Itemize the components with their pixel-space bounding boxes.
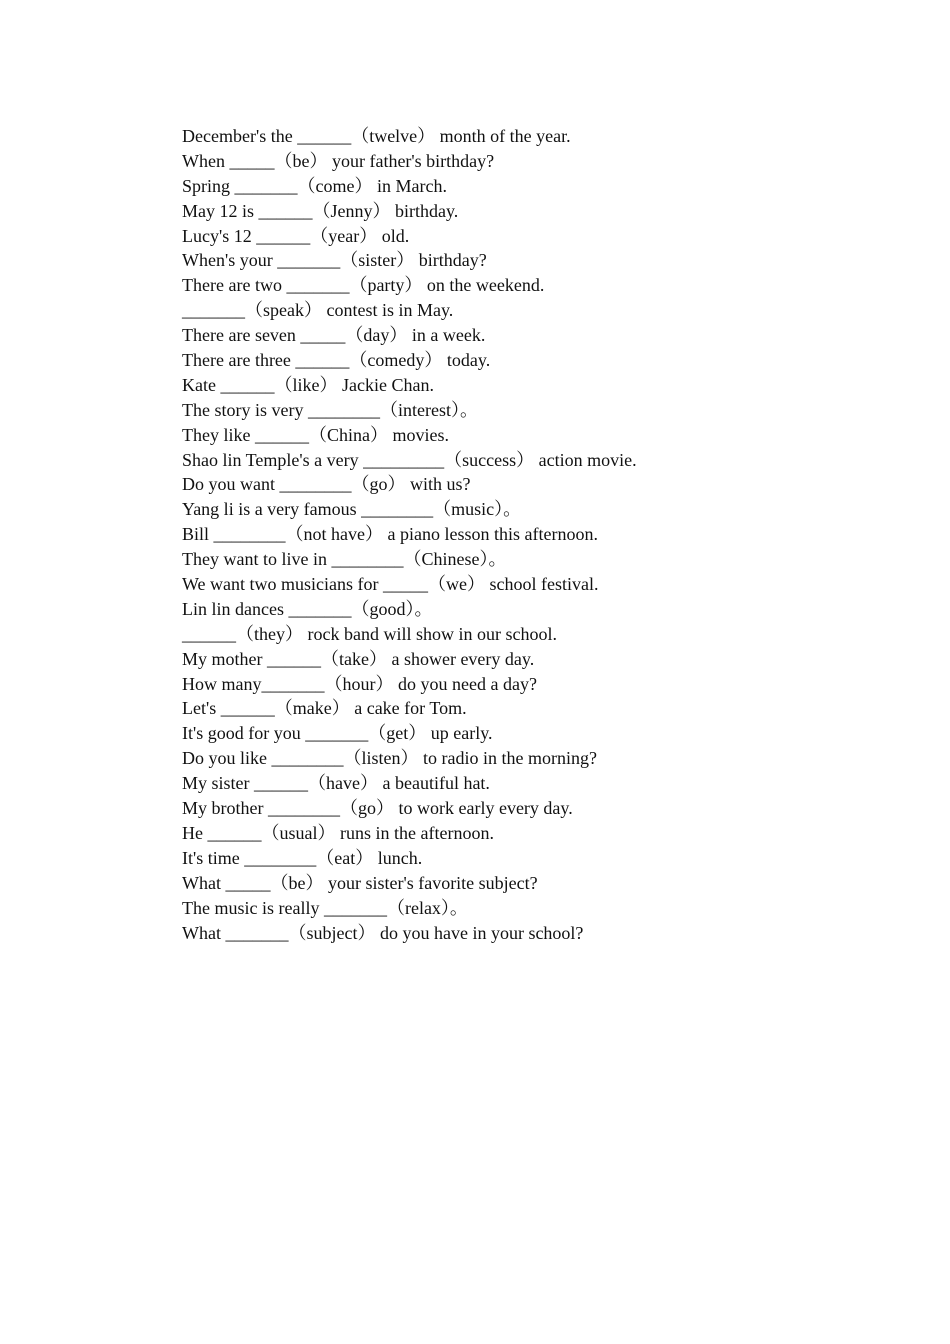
exercise-line-12: The story is very ________（interest）。: [182, 399, 478, 420]
exercise-line-18: They want to live in ________（Chinese）。: [182, 549, 507, 570]
exercise-line-25: It's good for you _______（get） up early.: [182, 723, 493, 744]
exercise-line-11: Kate ______（like） Jackie Chan.: [182, 374, 434, 395]
exercise-line-8: _______（speak） contest is in May.: [182, 300, 454, 321]
exercise-line-15: Do you want ________（go） with us?: [182, 474, 471, 495]
exercise-line-7: There are two _______（party） on the weekend.: [182, 275, 545, 296]
exercise-line-2: When _____（be） your father's birthday?: [182, 150, 495, 171]
exercise-line-32: The music is really _______（relax）。: [182, 897, 468, 918]
exercise-line-30: It's time ________（eat） lunch.: [182, 847, 423, 868]
exercise-line-4: May 12 is ______（Jenny） birthday.: [182, 200, 459, 221]
exercise-line-27: My sister ______（have） a beautiful hat.: [182, 773, 490, 794]
exercise-line-6: When's your _______（sister） birthday?: [182, 250, 487, 271]
exercise-line-1: December's the ______（twelve） month of the year.: [182, 126, 571, 146]
exercise-line-33: What _______（subject） do you have in your school?: [182, 922, 584, 943]
exercise-line-20: Lin lin dances _______（good）。: [182, 598, 433, 619]
exercise-line-24: Let's ______（make） a cake for Tom.: [182, 698, 467, 719]
exercise-list: [182, 124, 882, 945]
exercise-line-9: There are seven _____（day） in a week.: [182, 325, 486, 346]
exercise-line-5: Lucy's 12 ______（year） old.: [182, 225, 410, 246]
exercise-line-21: ______（they） rock band will show in our school.: [182, 623, 557, 644]
exercise-line-23: How many_______（hour） do you need a day?: [182, 673, 537, 694]
exercise-line-16: Yang li is a very famous ________（music）。: [182, 499, 522, 520]
exercise-line-19: We want two musicians for _____（we） school festival.: [182, 574, 599, 595]
exercise-line-22: My mother ______（take） a shower every day.: [182, 648, 535, 669]
exercise-line-26: Do you like ________（listen） to radio in the morning?: [182, 748, 597, 769]
exercise-line-31: What _____（be） your sister's favorite subject?: [182, 872, 538, 893]
exercise-line-29: He ______（usual） runs in the afternoon.: [182, 822, 494, 843]
exercise-line-14: Shao lin Temple's a very _________（success） action movie.: [182, 449, 637, 470]
exercise-line-28: My brother ________（go） to work early every day.: [182, 798, 573, 819]
exercise-line-17: Bill ________（not have） a piano lesson this afternoon.: [182, 524, 598, 545]
exercise-line-10: There are three ______（comedy） today.: [182, 350, 491, 371]
exercise-line-3: Spring _______（come） in March.: [182, 175, 447, 196]
exercise-line-13: They like ______（China） movies.: [182, 424, 449, 445]
